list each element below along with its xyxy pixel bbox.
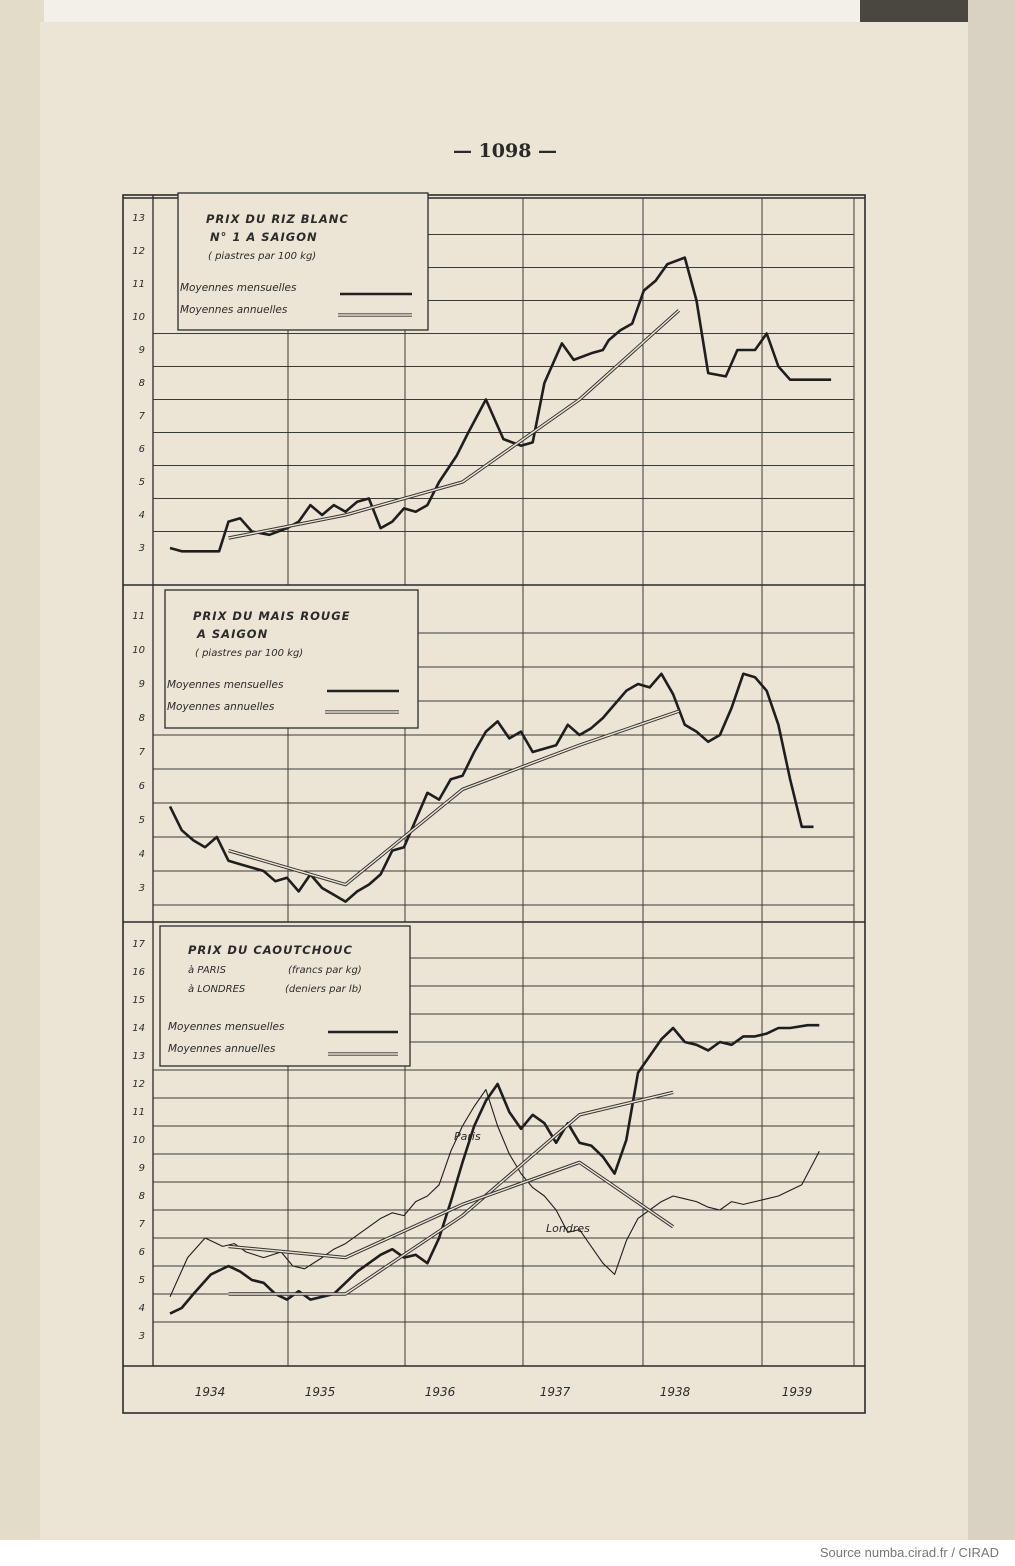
y-tick-label: 13	[132, 213, 145, 224]
y-tick-label: 6	[138, 444, 145, 455]
chart-title-line2: A SAIGON	[197, 627, 269, 641]
paris-label: à PARIS	[188, 965, 226, 976]
chart-panels	[123, 193, 865, 1366]
paris-unit: (francs par kg)	[288, 965, 362, 976]
y-tick-label: 5	[138, 477, 145, 488]
y-tick-label: 12	[132, 1079, 145, 1090]
y-tick-label: 10	[132, 645, 145, 656]
y-tick-label: 9	[138, 679, 145, 690]
london-label: à LONDRES	[188, 984, 246, 995]
y-tick-label: 4	[138, 849, 145, 860]
annotation-londres: Londres	[546, 1222, 590, 1235]
y-tick-label: 9	[138, 345, 145, 356]
y-tick-label: 5	[138, 815, 145, 826]
y-tick-label: 4	[138, 1303, 145, 1314]
y-tick-label: 17	[132, 939, 145, 950]
chart-unit: ( piastres par 100 kg)	[195, 648, 304, 659]
outer-frame	[123, 195, 865, 1413]
y-tick-label: 11	[132, 279, 145, 290]
y-tick-label: 8	[138, 713, 145, 724]
legend-monthly-label: Moyennes mensuelles	[167, 679, 284, 691]
y-tick-label: 8	[138, 378, 145, 389]
x-tick-label: 1938	[659, 1385, 691, 1399]
legend-monthly-label: Moyennes mensuelles	[168, 1021, 285, 1033]
y-tick-label: 10	[132, 312, 145, 323]
source-credit: Source numba.cirad.fr / CIRAD	[819, 1545, 999, 1560]
y-tick-label: 7	[138, 411, 145, 422]
chart-panel-2	[123, 585, 865, 922]
y-tick-label: 14	[132, 1023, 145, 1034]
y-tick-label: 15	[132, 995, 145, 1006]
series-annual-line-outer	[229, 711, 679, 884]
y-tick-label: 9	[138, 1163, 145, 1174]
series-paris-annual-line-outer	[229, 1092, 674, 1294]
y-tick-label: 3	[138, 883, 145, 894]
chart-unit: ( piastres par 100 kg)	[208, 251, 317, 262]
chart-panel-1	[123, 193, 865, 585]
x-tick-label: 1935	[304, 1385, 336, 1399]
y-tick-label: 13	[132, 1051, 145, 1062]
y-tick-label: 11	[132, 1107, 145, 1118]
y-tick-label: 7	[138, 747, 145, 758]
y-tick-label: 6	[138, 1247, 145, 1258]
y-tick-label: 4	[138, 510, 145, 521]
chart-panel-3	[123, 922, 865, 1366]
y-tick-label: 11	[132, 611, 145, 622]
london-unit: (deniers par lb)	[285, 984, 362, 995]
chart-title: PRIX DU RIZ BLANC	[206, 212, 349, 226]
series-annual-line-outer	[229, 310, 679, 538]
chart-frame	[123, 195, 865, 1413]
y-tick-label: 5	[138, 1275, 145, 1286]
y-tick-label: 3	[138, 543, 145, 554]
series-paris-monthly-line	[170, 1025, 819, 1313]
chart-title-line2: N° 1 A SAIGON	[210, 230, 318, 244]
y-tick-label: 16	[132, 967, 145, 978]
y-tick-label: 10	[132, 1135, 145, 1146]
y-tick-label: 12	[132, 246, 145, 257]
y-tick-label: 3	[138, 1331, 145, 1342]
legend-monthly-label: Moyennes mensuelles	[180, 282, 297, 294]
y-tick-label: 8	[138, 1191, 145, 1202]
x-tick-label: 1939	[781, 1385, 813, 1399]
legend-annual-label: Moyennes annuelles	[167, 701, 275, 713]
legend-annual-label: Moyennes annuelles	[168, 1043, 276, 1055]
x-tick-label: 1934	[194, 1385, 226, 1399]
series-annual-line-inner	[229, 310, 679, 538]
chart-title: PRIX DU CAOUTCHOUC	[188, 943, 353, 957]
legend-annual-label: Moyennes annuelles	[180, 304, 288, 316]
chart-title: PRIX DU MAIS ROUGE	[193, 609, 351, 623]
page-number: — 1098 —	[452, 140, 558, 162]
y-tick-label: 6	[138, 781, 145, 792]
series-paris-annual-line-inner	[229, 1092, 674, 1294]
x-tick-label: 1936	[424, 1385, 456, 1399]
x-tick-label: 1937	[539, 1385, 571, 1399]
annotation-paris: Paris	[454, 1130, 481, 1143]
y-tick-label: 7	[138, 1219, 145, 1230]
